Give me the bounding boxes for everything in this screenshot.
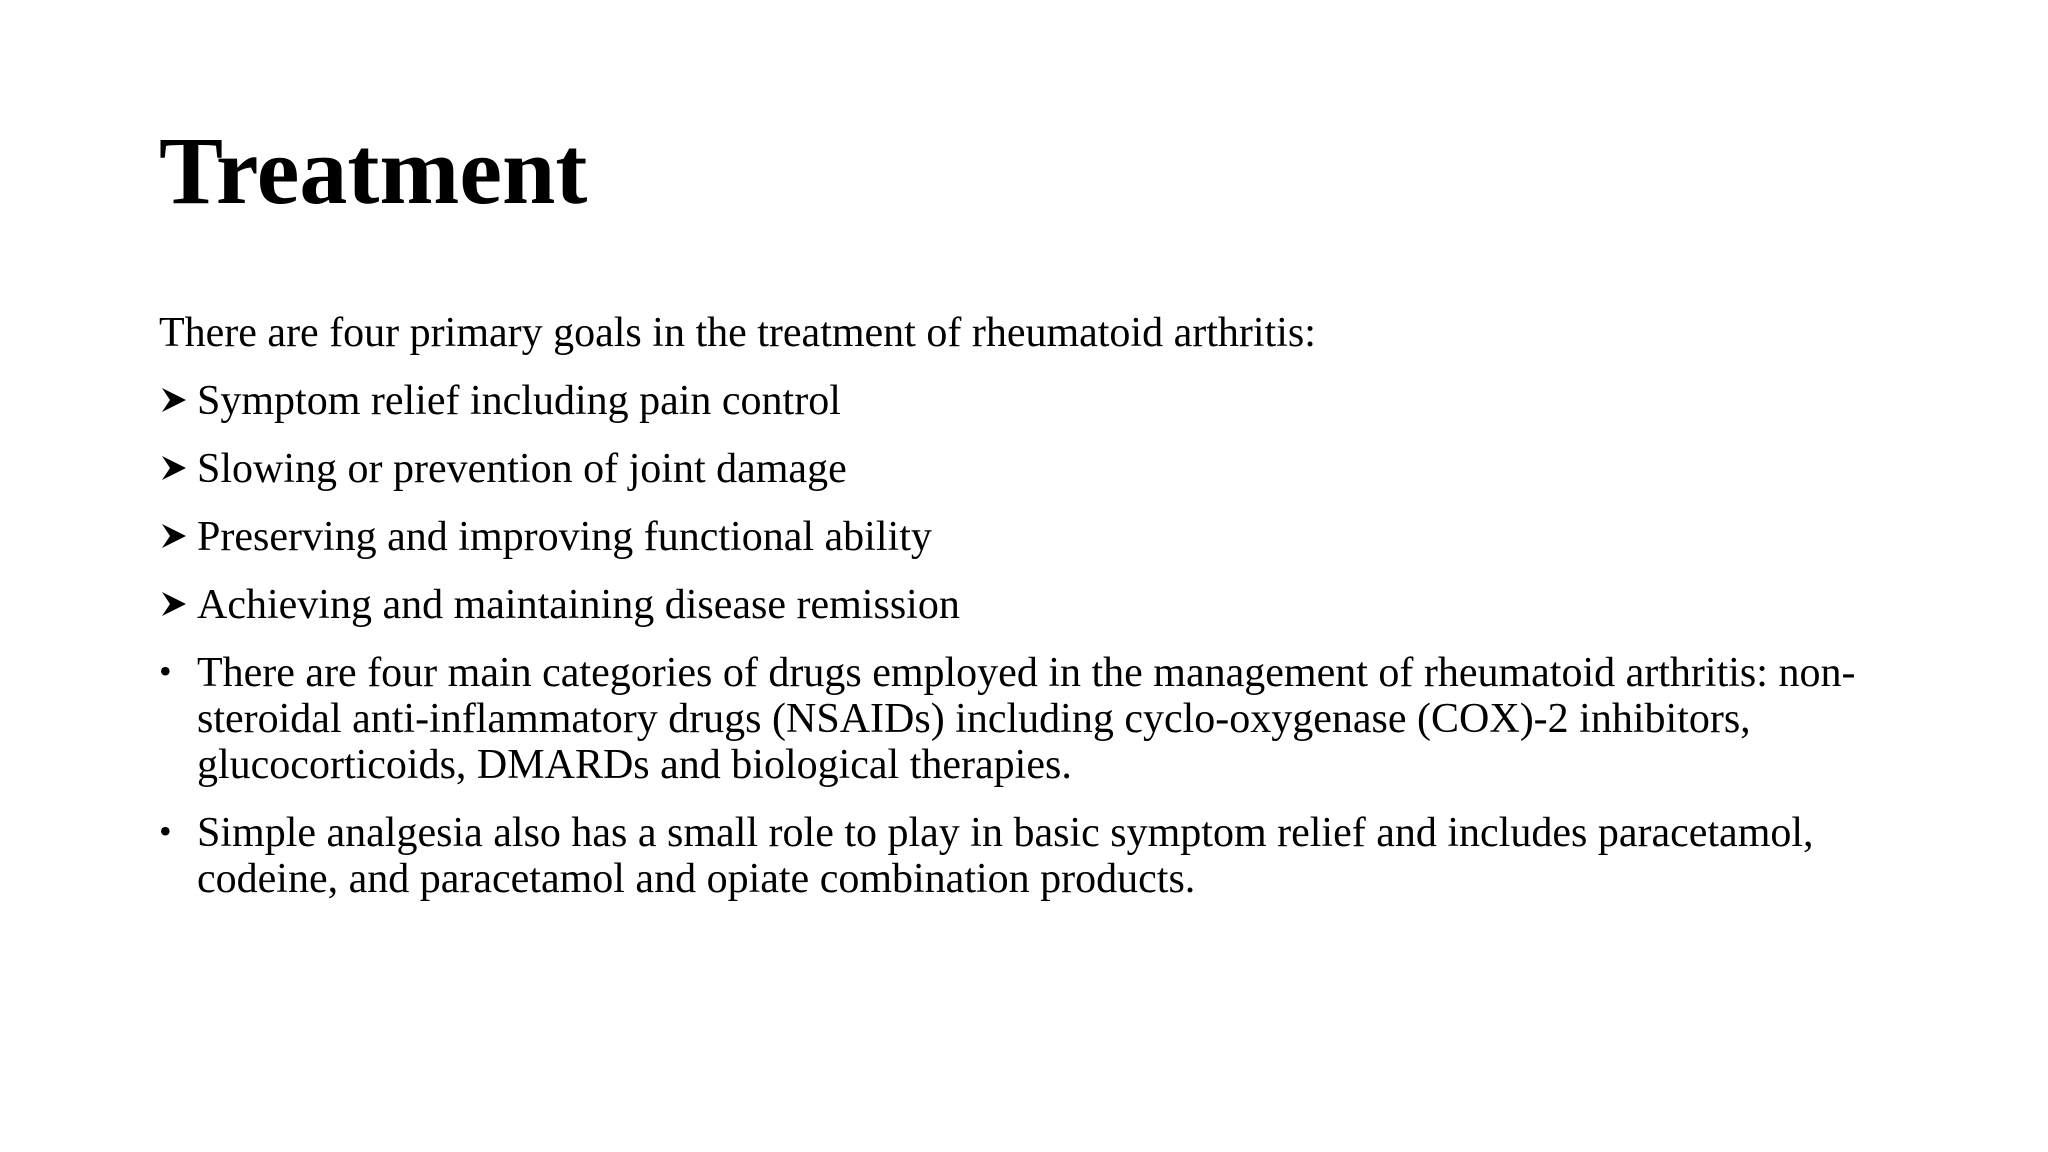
goal-item (159, 446, 1919, 492)
goal-text: Symptom relief including pain control (197, 378, 841, 424)
goal-text: Achieving and maintaining disease remission (197, 582, 960, 628)
slide-body (159, 310, 1919, 924)
bullet-marker: • (159, 651, 172, 691)
bullet-item (159, 810, 1919, 902)
goal-text: Preserving and improving functional ability (197, 514, 932, 560)
bullet-marker: • (159, 811, 172, 851)
goal-text: Slowing or prevention of joint damage (197, 446, 847, 492)
slide-title: Treatment (159, 117, 588, 224)
bullet-text: Simple analgesia also has a small role to play in basic symptom relief and includes paracetamol, codeine, and paracetamol and opiate combination products. (197, 810, 1814, 902)
goal-item (159, 582, 1919, 628)
goal-item (159, 514, 1919, 560)
bullet-text: There are four main categories of drugs employed in the management of rheumatoid arthritis: non-steroidal anti-inflammatory drugs (NSAIDs) including cyclo-oxygenase (COX)-2 inhibitors, glucocorticoids, DMARDs and biological therapies. (197, 650, 1856, 788)
goal-item (159, 378, 1919, 424)
bullet-item (159, 650, 1919, 788)
intro-text: There are four primary goals in the treatment of rheumatoid arthritis: (159, 310, 1316, 356)
